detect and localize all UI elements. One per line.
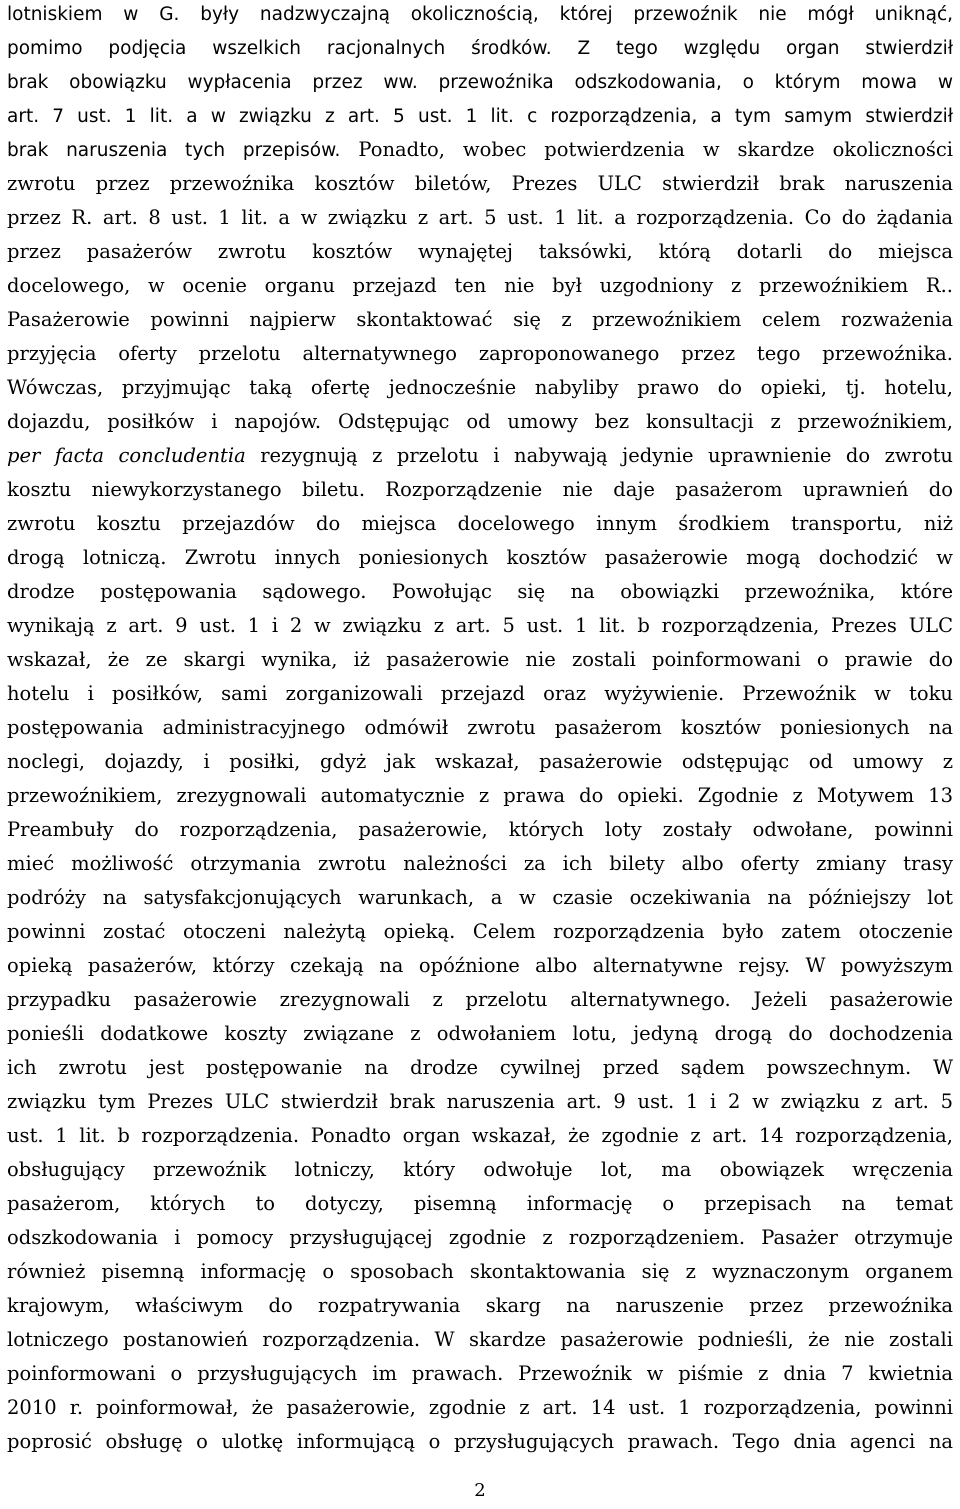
text-span: wskazał, że ze skargi wynika, iż pasażerowie nie zostali poinformowani o prawie do	[7, 648, 953, 671]
text-line	[7, 881, 953, 915]
text-line	[7, 1289, 953, 1323]
text-span: zwrotu kosztu przejazdów do miejsca docelowego innym środkiem transportu, niż	[7, 512, 953, 535]
text-span: odszkodowania i pomocy przysługującej zgodnie z rozporządzeniem. Pasażer otrzymuje	[7, 1226, 953, 1249]
text-span: pomimo podjęcia wszelkich racjonalnych środków. Z tego względu organ stwierdził	[7, 38, 953, 59]
text-line	[7, 99, 953, 133]
text-span: podróży na satysfakcjonujących warunkach, a w czasie oczekiwania na późniejszy lot	[7, 886, 953, 909]
text-line	[7, 167, 953, 201]
text-line	[7, 1221, 953, 1255]
text-span: Ponadto, wobec potwierdzenia w skardze okoliczności	[340, 138, 953, 161]
text-span: ponieśli dodatkowe koszty związane z odwołaniem lotu, jedyną drogą do dochodzenia	[7, 1022, 953, 1045]
text-line	[7, 269, 953, 303]
text-line	[7, 1255, 953, 1289]
text-line	[7, 575, 953, 609]
text-line	[7, 507, 953, 541]
text-span: przypadku pasażerowie zrezygnowali z przelotu alternatywnego. Jeżeli pasażerowie	[7, 988, 953, 1011]
text-line	[7, 779, 953, 813]
text-line	[7, 1153, 953, 1187]
text-span: hotelu i posiłków, sami zorganizowali przejazd oraz wyżywienie. Przewoźnik w toku	[7, 682, 953, 705]
text-span: ust. 1 lit. b rozporządzenia. Ponadto organ wskazał, że zgodnie z art. 14 rozporządzenia,	[7, 1124, 953, 1147]
text-span: przewoźnikiem, zrezygnowali automatycznie z prawa do opieki. Zgodnie z Motywem 13	[7, 784, 953, 807]
text-span: Wówczas, przyjmując taką ofertę jednocześnie nabyliby prawo do opieki, tj. hotelu,	[7, 376, 953, 399]
text-line	[7, 303, 953, 337]
text-line	[7, 65, 953, 99]
text-line	[7, 405, 953, 439]
text-line	[7, 1357, 953, 1391]
text-line	[7, 1425, 953, 1459]
text-span: przez R. art. 8 ust. 1 lit. a w związku z art. 5 ust. 1 lit. a rozporządzenia.	[7, 206, 795, 229]
text-line	[7, 0, 953, 31]
text-line	[7, 915, 953, 949]
text-span: związku tym Prezes ULC stwierdził brak naruszenia art. 9 ust. 1 i 2 w związku z art. 5	[7, 1090, 953, 1113]
text-span: 2010 r. poinformował, że pasażerowie, zgodnie z art. 14 ust. 1 rozporządzenia, powinni	[7, 1396, 953, 1419]
text-span: noclegi, dojazdy, i posiłki, gdyż jak wskazał, pasażerowie odstępując od umowy z	[7, 750, 953, 773]
text-span: Pasażerowie powinni najpierw skontaktować się z przewoźnikiem celem rozważenia	[7, 308, 953, 331]
document-page	[7, 0, 953, 1459]
text-span: dojazdu, posiłków i napojów. Odstępując od umowy bez konsultacji z przewoźnikiem,	[7, 410, 953, 433]
text-line	[7, 1085, 953, 1119]
text-line	[7, 949, 953, 983]
text-line	[7, 1017, 953, 1051]
text-line	[7, 235, 953, 269]
text-line	[7, 813, 953, 847]
text-line	[7, 541, 953, 575]
text-span: drogą lotniczą. Zwrotu innych poniesionych kosztów pasażerowie mogą dochodzić w	[7, 546, 953, 569]
text-span: zwrotu przez przewoźnika kosztów biletów, Prezes ULC stwierdził brak naruszenia	[7, 172, 953, 195]
text-line	[7, 1187, 953, 1221]
text-span: postępowania administracyjnego odmówił zwrotu pasażerom kosztów poniesionych na	[7, 716, 953, 739]
italic-phrase: per facta concludentia	[7, 444, 246, 467]
text-span: mieć możliwość otrzymania zwrotu należności za ich bilety albo oferty zmiany trasy	[7, 852, 953, 875]
text-line	[7, 609, 953, 643]
text-span: opieką pasażerów, którzy czekają na opóźnione albo alternatywne rejsy. W powyższym	[7, 954, 953, 977]
body-paragraph	[7, 0, 953, 1459]
text-line	[7, 983, 953, 1017]
text-span: docelowego, w ocenie organu przejazd ten nie był uzgodniony z przewoźnikiem R..	[7, 274, 953, 297]
text-line	[7, 31, 953, 65]
text-line	[7, 1391, 953, 1425]
text-line	[7, 133, 953, 167]
text-line	[7, 677, 953, 711]
text-line	[7, 711, 953, 745]
text-line	[7, 201, 953, 235]
text-line	[7, 1051, 953, 1085]
text-span: Co do żądania	[794, 206, 953, 229]
text-span: Preambuły do rozporządzenia, pasażerowie, których loty zostały odwołane, powinni	[7, 818, 953, 841]
text-span: obsługujący przewoźnik lotniczy, który odwołuje lot, ma obowiązek wręczenia	[7, 1158, 953, 1181]
text-line	[7, 643, 953, 677]
text-span: rezygnują z przelotu i nabywają jedynie uprawnienie do zwrotu	[245, 444, 953, 467]
text-line	[7, 473, 953, 507]
text-span: brak naruszenia tych przepisów.	[7, 140, 341, 161]
text-line	[7, 1323, 953, 1357]
text-span: kosztu niewykorzystanego biletu. Rozporządzenie nie daje pasażerom uprawnień do	[7, 478, 953, 501]
text-line	[7, 847, 953, 881]
text-span: pasażerom, których to dotyczy, pisemną informację o przepisach na temat	[7, 1192, 953, 1215]
text-span: krajowym, właściwym do rozpatrywania skarg na naruszenie przez przewoźnika	[7, 1294, 953, 1317]
text-span: poinformowani o przysługujących im prawach. Przewoźnik w piśmie z dnia 7 kwietnia	[7, 1362, 953, 1385]
text-span: drodze postępowania sądowego. Powołując się na obowiązki przewoźnika, które	[7, 580, 953, 603]
text-span: przyjęcia oferty przelotu alternatywnego zaproponowanego przez tego przewoźnika.	[7, 342, 953, 365]
page-number: 2	[474, 1480, 486, 1501]
text-span: powinni zostać otoczeni należytą opieką. Celem rozporządzenia było zatem otoczenie	[7, 920, 953, 943]
text-span: art. 7 ust. 1 lit. a w związku z art. 5 ust. 1 lit. c rozporządzenia, a tym samym stwierdził	[7, 106, 953, 127]
text-line	[7, 371, 953, 405]
text-span: również pisemną informację o sposobach skontaktowania się z wyznaczonym organem	[7, 1260, 953, 1283]
text-span: lotniskiem w G. były nadzwyczajną okolicznością, której przewoźnik nie mógł uniknąć,	[7, 4, 953, 25]
text-span: wynikają z art. 9 ust. 1 i 2 w związku z art. 5 ust. 1 lit. b rozporządzenia, Prezes ULC	[7, 614, 953, 637]
text-span: przez pasażerów zwrotu kosztów wynajętej taksówki, którą dotarli do miejsca	[7, 240, 953, 263]
text-span: ich zwrotu jest postępowanie na drodze cywilnej przed sądem powszechnym. W	[7, 1056, 953, 1079]
text-line	[7, 337, 953, 371]
text-span: brak obowiązku wypłacenia przez ww. przewoźnika odszkodowania, o którym mowa w	[7, 72, 953, 93]
text-line	[7, 1119, 953, 1153]
text-span: lotniczego postanowień rozporządzenia. W skardze pasażerowie podnieśli, że nie zostali	[7, 1328, 953, 1351]
text-line	[7, 745, 953, 779]
text-line	[7, 439, 953, 473]
text-span: poprosić obsługę o ulotkę informującą o przysługujących prawach. Tego dnia agenci na	[7, 1430, 953, 1453]
